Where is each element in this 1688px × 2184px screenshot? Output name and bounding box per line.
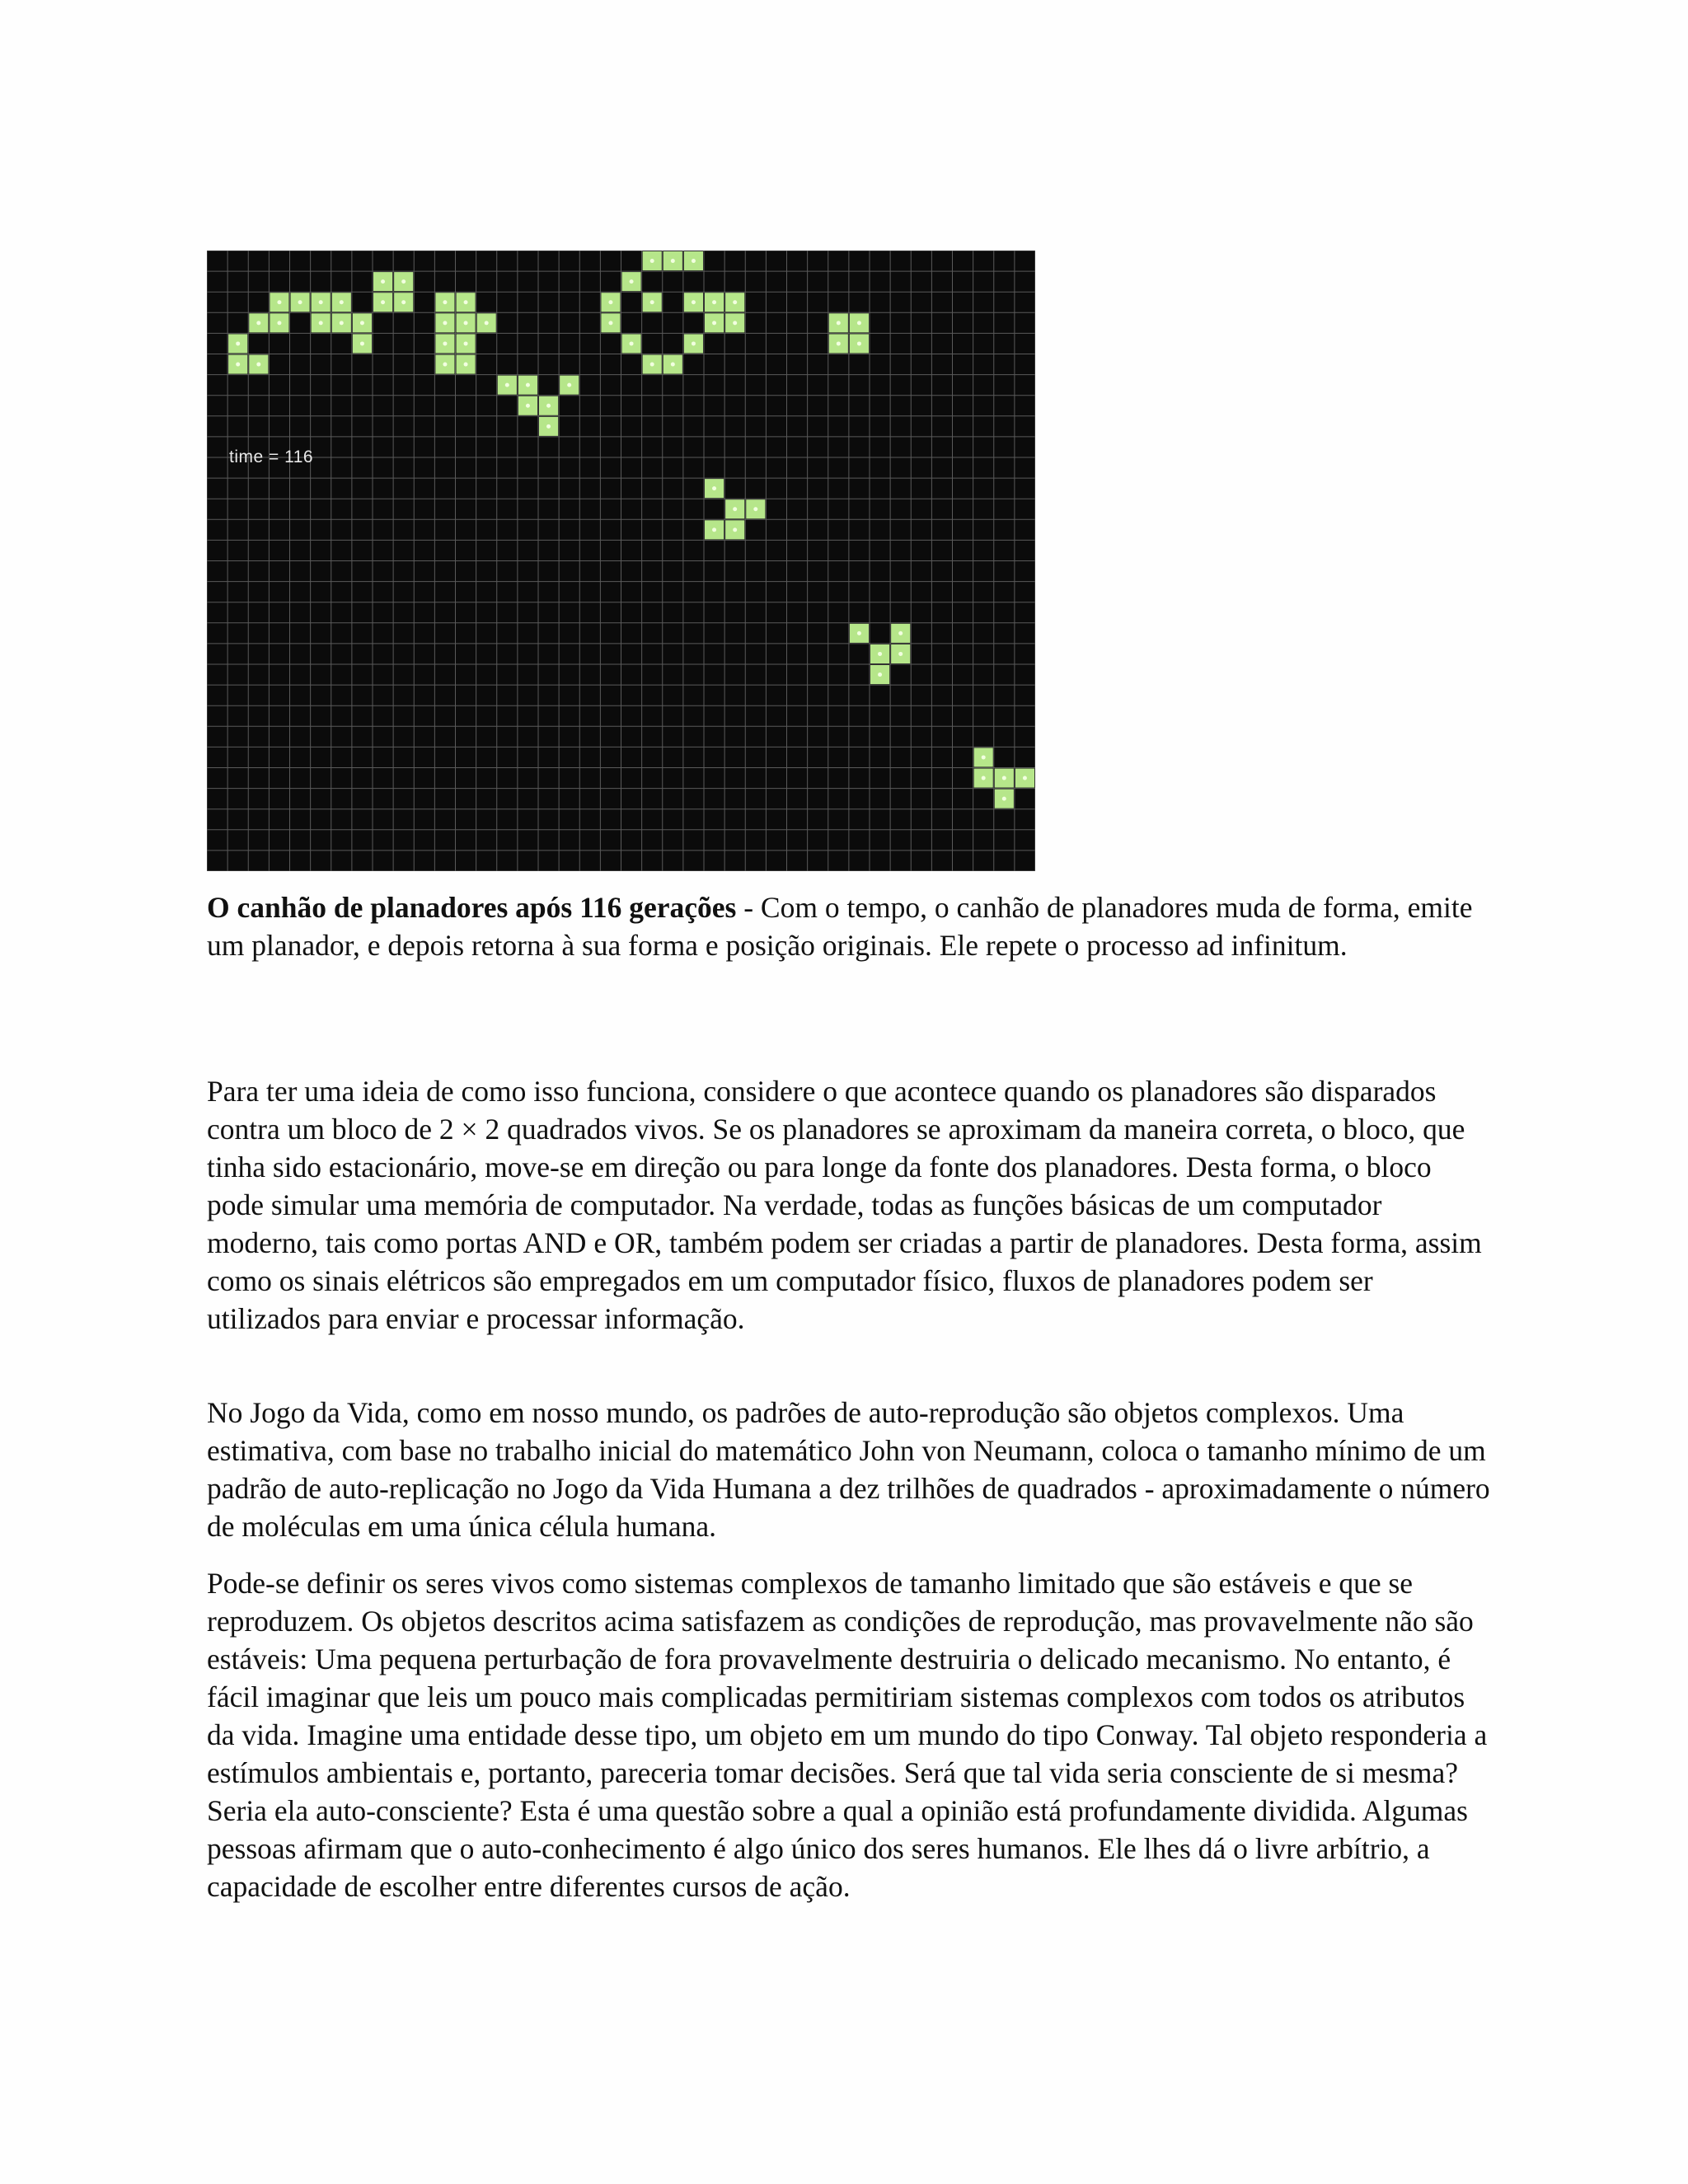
paragraph-text: No Jogo da Vida, como em nosso mundo, os padrões de auto-reprodução são objetos complexos. Uma estimativa, com base no trabalho inicial do matemático John von Neumann, coloca o tamanho mínimo de um padrão de auto-replicação no Jogo da Vida Humana a dez trilhões de quadrados - aproximadamente o número de moléculas em uma única célula humana. bbox=[207, 1396, 1490, 1543]
live-cell-dot bbox=[340, 321, 344, 325]
live-cell-dot bbox=[236, 341, 240, 345]
live-cell-dot bbox=[1002, 797, 1006, 801]
live-cell-dot bbox=[319, 321, 323, 325]
live-cell-dot bbox=[753, 507, 757, 511]
live-cell-dot bbox=[401, 279, 406, 284]
live-cell-dot bbox=[256, 321, 260, 325]
live-cell-dot bbox=[630, 341, 634, 345]
live-cell-dot bbox=[464, 321, 468, 325]
live-cell-dot bbox=[464, 363, 468, 367]
live-cell-dot bbox=[712, 486, 716, 490]
live-cell-dot bbox=[982, 755, 986, 759]
live-cell-dot bbox=[464, 341, 468, 345]
live-cell-dot bbox=[443, 341, 447, 345]
live-cell-dot bbox=[360, 341, 364, 345]
live-cell-dot bbox=[298, 300, 302, 304]
live-cell-dot bbox=[401, 300, 406, 304]
live-cell-dot bbox=[692, 341, 696, 345]
paragraph-text: Para ter uma ideia de como isso funciona, considere o que acontece quando os planadores são disparados contra um bloco de 2 × 2 quadrados vivos. Se os planadores se aproximam da maneira correta, o bloco, que tinha sido estacionário, move-se em direção ou para longe da fonte dos planadores. Desta forma, o bloco pode simular uma memória de computador. Na verdade, todas as funções básicas de um computador moderno, tais como portas AND e OR, também podem ser criadas a partir de planadores. Desta forma, assim como os sinais elétricos são empregados em um computador físico, fluxos de planadores podem ser utilizados para enviar e processar informação. bbox=[207, 1075, 1482, 1335]
live-cell-dot bbox=[608, 321, 612, 325]
live-cell-dot bbox=[650, 259, 654, 263]
live-cell-dot bbox=[898, 631, 903, 635]
live-cell-dot bbox=[1002, 776, 1006, 780]
live-cell-dot bbox=[712, 300, 716, 304]
live-cell-dot bbox=[630, 279, 634, 284]
live-cell-dot bbox=[443, 300, 447, 304]
game-of-life-figure bbox=[207, 251, 1035, 871]
live-cell-dot bbox=[692, 259, 696, 263]
live-cell-dot bbox=[381, 279, 385, 284]
live-cell-dot bbox=[277, 321, 281, 325]
figure-caption bbox=[207, 888, 1493, 964]
live-cell-dot bbox=[485, 321, 489, 325]
live-cell-dot bbox=[340, 300, 344, 304]
live-cell-dot bbox=[671, 259, 675, 263]
live-cell-dot bbox=[982, 776, 986, 780]
paragraph-text: Pode-se definir os seres vivos como sistemas complexos de tamanho limitado que são estáveis e que se reproduzem. Os objetos descritos acima satisfazem as condições de reprodução, mas provavelmente não são estáveis: Uma pequena perturbação de fora provavelmente destruiria o delicado mecanismo. No entanto, é fácil imaginar que leis um pouco mais complicadas permitiriam sistemas complexos com todos os atributos da vida. Imagine uma entidade desse tipo, um objeto em um mundo do tipo Conway. Tal objeto responderia a estímulos ambientais e, portanto, pareceria tomar decisões. Será que tal vida seria consciente de si mesma? Seria ela auto-consciente? Esta é uma questão sobre a qual a opinião está profundamente dividida. Algumas pessoas afirmam que o auto-conhecimento é algo único dos seres humanos. Ele lhes dá o livre arbítrio, a capacidade de escolher entre diferentes cursos de ação. bbox=[207, 1567, 1488, 1903]
live-cell-dot bbox=[837, 341, 841, 345]
paragraph-1 bbox=[207, 1072, 1493, 1338]
live-cell-dot bbox=[464, 300, 468, 304]
live-cell-dot bbox=[567, 383, 571, 387]
live-cell-dot bbox=[526, 404, 530, 408]
live-cell-dot bbox=[898, 652, 903, 656]
live-cell-dot bbox=[712, 321, 716, 325]
live-cell-dot bbox=[837, 321, 841, 325]
live-cell-dot bbox=[878, 673, 882, 677]
live-cell-dot bbox=[692, 300, 696, 304]
live-cell-dot bbox=[733, 300, 737, 304]
live-cell-dot bbox=[857, 341, 861, 345]
live-cell-dot bbox=[650, 363, 654, 367]
live-cell-dot bbox=[733, 527, 737, 532]
time-label: time = 116 bbox=[229, 448, 314, 466]
live-cell-dot bbox=[526, 383, 530, 387]
live-cell-dot bbox=[733, 507, 737, 511]
live-cell-dot bbox=[608, 300, 612, 304]
live-cell-dot bbox=[546, 424, 551, 429]
live-cell-dot bbox=[878, 652, 882, 656]
live-cell-dot bbox=[546, 404, 551, 408]
life-grid bbox=[207, 251, 1035, 871]
live-cell-dot bbox=[1023, 776, 1027, 780]
live-cell-dot bbox=[381, 300, 385, 304]
paragraph-3 bbox=[207, 1564, 1493, 1905]
live-cell-dot bbox=[443, 363, 447, 367]
live-cell-dot bbox=[360, 321, 364, 325]
live-cell-dot bbox=[857, 631, 861, 635]
live-cell-dot bbox=[712, 527, 716, 532]
live-cell-dot bbox=[733, 321, 737, 325]
live-cell-dot bbox=[319, 300, 323, 304]
live-cell-dot bbox=[650, 300, 654, 304]
live-cell-dot bbox=[857, 321, 861, 325]
live-cell-dot bbox=[671, 363, 675, 367]
caption-title: O canhão de planadores após 116 gerações bbox=[207, 891, 737, 924]
live-cell-dot bbox=[236, 363, 240, 367]
live-cell-dot bbox=[443, 321, 447, 325]
live-cell-dot bbox=[256, 363, 260, 367]
paragraph-2 bbox=[207, 1394, 1493, 1545]
caption-text: - Com o tempo, o canhão de planadores muda de forma, emite um planador, e depois retorna à sua forma e posição originais. Ele repete o processo ad infinitum. bbox=[207, 891, 1473, 962]
live-cell-dot bbox=[505, 383, 509, 387]
live-cell-dot bbox=[277, 300, 281, 304]
